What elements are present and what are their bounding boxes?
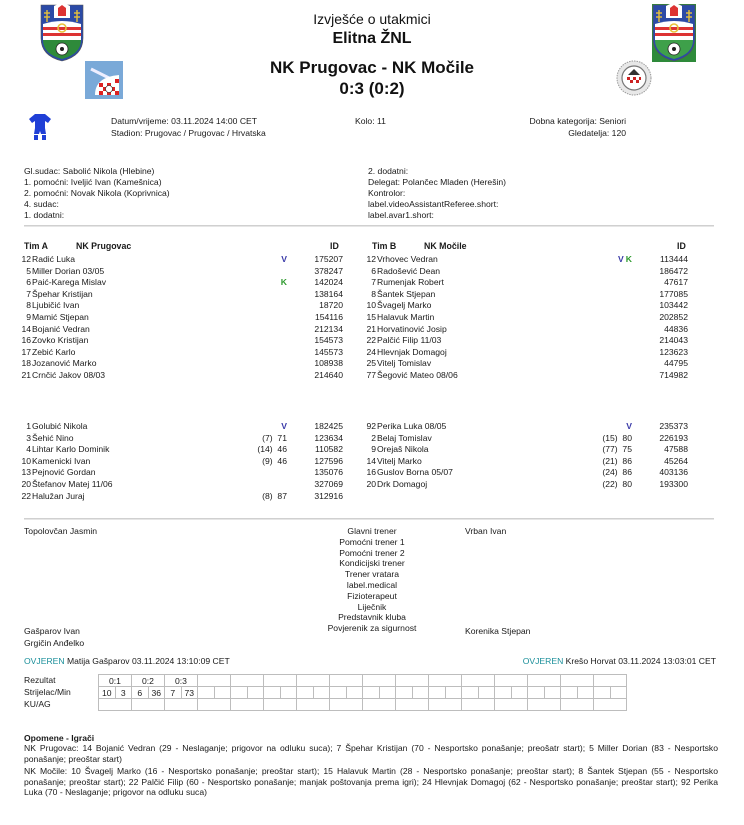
player-number: 12 (366, 254, 376, 264)
result-score-cell (264, 675, 297, 687)
staff-role-label: Glavni trener (347, 526, 397, 536)
player-number: 21 (21, 370, 31, 380)
scorer-number-cell (528, 687, 545, 699)
result-score-cell (363, 675, 396, 687)
result-score-cell (594, 675, 627, 687)
result-score-cell (429, 675, 462, 687)
official-additional-1: 1. dodatni: (24, 210, 65, 220)
player-number: 22 (366, 335, 376, 346)
player-name: Radošević Dean (377, 265, 441, 276)
goal-minute-cell (346, 687, 363, 699)
cautions-title: Opomene - Igrači (24, 733, 95, 743)
staff-role-label: label.medical (346, 580, 398, 590)
result-score-cell (231, 675, 264, 687)
player-name: Drk Domagoj (377, 479, 428, 489)
scorer-number-cell (363, 687, 380, 699)
player-name: Vitelj Marko (377, 455, 422, 466)
away-head-coach: Vrban Ivan (465, 526, 507, 536)
player-name: Švagelj Marko (377, 300, 432, 311)
player-name: Hlevnjak Domagoj (377, 346, 447, 357)
player-id: 47588 (664, 444, 688, 455)
player-name: Belaj Tomislav (377, 432, 432, 443)
player-name: Perika Luka 08/05 (377, 421, 447, 431)
official-main-referee: Gl.sudac: Sabolić Nikola (Hlebine) (24, 166, 155, 176)
player-name: Šantek Stjepan (377, 288, 436, 299)
player-row (13, 491, 343, 504)
official-additional-2: 2. dodatni: (368, 166, 409, 176)
home-security-officer: Grgičin Anđelko (24, 638, 85, 648)
substitution-info: (24) 86 (602, 467, 632, 478)
player-role-marker (281, 277, 287, 287)
ku-ag-cell (561, 699, 594, 711)
results-kuag-row (99, 699, 627, 711)
player-name: Pejnović Gordan (32, 467, 96, 478)
match-datetime: Datum/vrijeme: 03.11.2024 14:00 CET (111, 116, 258, 126)
goal-minute-cell (313, 687, 330, 699)
player-name: Golubić Nikola (32, 421, 88, 431)
player-role-marker (281, 254, 287, 264)
player-number: 92 (366, 421, 376, 431)
ku-ag-cell (429, 699, 462, 711)
scorer-number-cell: 6 (132, 687, 149, 699)
player-number: 10 (21, 455, 31, 466)
player-name: Orejaš Nikola (377, 444, 429, 455)
ku-ag-cell (231, 699, 264, 711)
result-score-cell: 0:3 (165, 675, 198, 687)
verification-status: OVJEREN (522, 656, 564, 666)
player-number: 24 (366, 346, 376, 357)
goalkeeper-marker: V (626, 421, 632, 431)
player-name: Halavuk Martin (377, 312, 435, 322)
player-name: Palčić Filip 11/03 (377, 335, 442, 346)
scorer-number-cell: 7 (165, 687, 182, 699)
player-number: 7 (26, 288, 31, 299)
substitution-info: (7) 71 (262, 432, 287, 443)
player-id: 135076 (314, 467, 343, 478)
team-a-label: Tim A (24, 241, 48, 251)
player-row (13, 370, 343, 383)
result-score-cell: 0:2 (132, 675, 165, 687)
result-score-cell (198, 675, 231, 687)
match-stadium: Stadion: Prugovac / Prugovac / Hrvatska (111, 128, 266, 138)
staff-role-label: Povjerenik za sigurnost (327, 623, 417, 634)
player-name: Zovko Kristijan (32, 335, 89, 346)
ku-ag-cell (198, 699, 231, 711)
verification-details: Matija Gašparov 03.11.2024 13:10:09 CET (66, 656, 230, 666)
player-number: 20 (366, 479, 376, 489)
player-id: 103442 (659, 300, 688, 311)
player-name: Mamić Stjepan (32, 312, 89, 322)
scorer-number-cell (264, 687, 281, 699)
player-number: 16 (21, 335, 31, 346)
player-number: 9 (26, 312, 31, 322)
result-score-cell (528, 675, 561, 687)
ku-ag-cell (132, 699, 165, 711)
result-score-cell: 0:1 (99, 675, 132, 687)
player-role-marker (281, 421, 287, 431)
player-id: 175207 (314, 254, 343, 264)
player-number: 14 (366, 455, 376, 466)
player-id: 18720 (319, 300, 343, 311)
scorer-number-cell (495, 687, 512, 699)
result-score-cell (462, 675, 495, 687)
team-b-id-header: ID (677, 241, 686, 251)
scorer-number-cell (594, 687, 611, 699)
player-name: Guslov Borna 05/07 (377, 467, 453, 478)
substitution-info: (9) 46 (262, 455, 287, 466)
home-club-representative: Gašparov Ivan (24, 626, 80, 636)
player-number: 25 (366, 358, 376, 369)
player-role-marker (626, 421, 632, 431)
player-id: 403136 (659, 467, 688, 478)
player-row (358, 479, 688, 492)
goal-minute-cell (379, 687, 396, 699)
away-club-representative: Korenika Stjepan (465, 626, 531, 636)
scorer-number-cell (561, 687, 578, 699)
result-score-cell (561, 675, 594, 687)
team-b-label: Tim B (372, 241, 397, 251)
scorer-number-cell: 10 (99, 687, 116, 699)
player-id: 45264 (664, 455, 688, 466)
ku-ag-cell (99, 699, 132, 711)
team-a-id-header: ID (330, 241, 339, 251)
team-b-name: NK Močile (424, 241, 467, 251)
player-name: Bojanić Vedran (32, 323, 90, 334)
player-id: 44836 (664, 323, 688, 334)
player-name: Vrhovec Vedran (377, 254, 438, 264)
staff-role-label: Predstavnik kluba (338, 612, 406, 623)
cautions-home: NK Prugovac: 14 Bojanić Vedran (29 - Neslaganje; prigovor na odluku suca); 7 Špehar Kristijan (70 - Nesportsko ponašanje; preošatr start); 5 Miller Dorian (83 - Nesportsko ponašanje; preoštar start) (24, 743, 718, 764)
captain-marker: K (625, 254, 632, 264)
player-name: Ljubičić Ivan (32, 300, 80, 311)
player-number: 2 (371, 432, 376, 443)
player-number: 5 (26, 265, 31, 276)
official-delegate: Delegat: Polančec Mladen (Herešin) (368, 177, 507, 187)
ku-ag-cell (495, 699, 528, 711)
ku-ag-cell (297, 699, 330, 711)
player-number: 15 (366, 312, 376, 322)
goal-minute-cell (214, 687, 231, 699)
player-number: 9 (371, 444, 376, 455)
player-id: 142024 (314, 277, 343, 288)
official-assistant-2: 2. pomoćni: Novak Nikola (Koprivnica) (24, 188, 170, 198)
player-id: 110582 (314, 444, 343, 455)
scorer-number-cell (429, 687, 446, 699)
divider (24, 518, 714, 520)
player-name: Crnčić Jakov 08/03 (32, 370, 106, 380)
player-id: 154573 (314, 335, 343, 346)
player-id: 202852 (659, 312, 688, 322)
ku-ag-cell (264, 699, 297, 711)
scorer-number-cell (396, 687, 413, 699)
result-score-cell (396, 675, 429, 687)
substitution-info: (22) 80 (602, 479, 632, 489)
player-name: Jozanović Marko (32, 358, 97, 369)
home-verification (24, 656, 230, 666)
player-id: 138164 (314, 288, 343, 299)
player-number: 13 (21, 467, 31, 478)
player-name: Rumenjak Robert (377, 277, 444, 288)
goal-minute-cell: 36 (148, 687, 165, 699)
player-number: 14 (21, 323, 31, 334)
staff-role-label: Kondicijski trener (339, 558, 405, 569)
goal-minute-cell (247, 687, 264, 699)
player-number: 20 (21, 479, 31, 489)
player-id: 214043 (659, 335, 688, 346)
player-number: 17 (21, 346, 31, 357)
player-id: 226193 (659, 432, 688, 443)
competition-name: Elitna ŽNL (332, 30, 412, 47)
substitution-info: (77) 75 (602, 444, 632, 455)
player-number: 8 (26, 300, 31, 311)
player-name: Halužan Juraj (32, 490, 85, 501)
player-number: 77 (366, 370, 376, 380)
blue-kit-icon (29, 114, 51, 142)
player-id: 312916 (314, 490, 343, 501)
goal-minute-cell (445, 687, 462, 699)
player-id: 123623 (659, 346, 688, 357)
player-id: 182425 (314, 421, 343, 431)
player-id: 177085 (659, 288, 688, 299)
player-id: 714982 (659, 370, 688, 380)
player-number: 4 (26, 444, 31, 455)
ku-ag-row-label: KU/AG (24, 699, 51, 709)
ku-ag-cell (396, 699, 429, 711)
player-name: Šehić Nino (32, 432, 74, 443)
player-id: 123634 (314, 432, 343, 443)
player-number: 7 (371, 277, 376, 288)
ku-ag-cell (363, 699, 396, 711)
player-number: 18 (21, 358, 31, 369)
player-id: 108938 (314, 358, 343, 369)
official-controller: Kontrolor: (368, 188, 406, 198)
player-id: 235373 (659, 421, 688, 431)
substitution-info: (14) 46 (257, 444, 287, 455)
player-id: 378247 (314, 265, 343, 276)
home-head-coach: Topolovčan Jasmin (24, 526, 98, 536)
staff-role-label: Pomoćni trener 1 (339, 536, 405, 547)
player-name: Štefanov Matej 11/06 (32, 479, 113, 489)
goal-minute-cell (280, 687, 297, 699)
results-scorer-row (99, 687, 627, 699)
player-name: Šegović Mateo 08/06 (377, 370, 458, 380)
goal-minute-cell: 73 (181, 687, 198, 699)
player-number: 6 (371, 265, 376, 276)
ku-ag-cell (462, 699, 495, 711)
player-id: 186472 (659, 265, 688, 276)
result-row-label: Rezultat (24, 675, 56, 685)
player-name: Radić Luka (32, 254, 75, 264)
player-name: Miller Dorian 03/05 (32, 265, 105, 276)
team-a-name: NK Prugovac (76, 241, 132, 251)
player-id: 154116 (314, 312, 343, 322)
scorer-number-cell (231, 687, 248, 699)
player-name: Špehar Kristijan (32, 288, 93, 299)
player-number: 21 (366, 323, 376, 334)
match-round: Kolo: 11 (355, 116, 386, 126)
verification-status: OVJEREN (24, 656, 65, 666)
staff-role-label: Pomoćni trener 2 (339, 547, 405, 558)
goalkeeper-marker: V (281, 254, 287, 264)
away-verification (523, 656, 716, 666)
player-id: 113444 (659, 254, 688, 264)
player-number: 6 (26, 277, 31, 288)
captain-marker: K (280, 277, 287, 288)
player-id: 327069 (314, 479, 343, 489)
result-score-cell (495, 675, 528, 687)
official-avar: label.avar1.short: (368, 210, 434, 220)
player-number: 3 (26, 432, 31, 443)
scorer-number-cell (297, 687, 314, 699)
goalkeeper-marker: V (281, 421, 287, 431)
player-id: 193300 (659, 479, 688, 489)
official-var: label.videoAssistantReferee.short: (368, 199, 499, 209)
player-name: Kamenicki Ivan (32, 455, 91, 466)
player-id: 145573 (314, 346, 343, 357)
match-title: NK Prugovac - NK Močile (269, 58, 475, 77)
goal-minute-cell (412, 687, 429, 699)
player-id: 47617 (664, 277, 688, 288)
goal-minute-cell (610, 687, 627, 699)
verification-details: Krešo Horvat 03.11.2024 13:03:01 CET (565, 656, 716, 666)
player-id: 127596 (314, 455, 343, 466)
goalkeeper-marker: V (618, 254, 624, 264)
result-score-cell (297, 675, 330, 687)
scorer-number-cell (198, 687, 215, 699)
scorer-row-label: Strijelac/Min (24, 687, 71, 697)
ku-ag-cell (594, 699, 627, 711)
player-number: 10 (366, 300, 376, 311)
player-name: Lihtar Karlo Dominik (32, 444, 110, 455)
player-name: Vitelj Tomislav (377, 358, 432, 369)
player-number: 22 (21, 490, 31, 501)
player-number: 8 (371, 288, 376, 299)
scorer-number-cell (462, 687, 479, 699)
report-title: Izvješće o utakmici (313, 11, 431, 27)
results-score-row (99, 675, 627, 687)
staff-role-label: Liječnik (357, 601, 387, 612)
scorer-number-cell (330, 687, 347, 699)
substitution-info: (8) 87 (262, 490, 287, 501)
player-number: 1 (26, 421, 31, 431)
player-id: 214640 (314, 370, 343, 380)
official-assistant-1: 1. pomoćni: Ivelјić Ivan (Kamešnica) (24, 177, 162, 187)
player-name: Paić-Karega Mislav (32, 277, 107, 288)
player-number: 16 (366, 467, 376, 478)
goal-minute-cell (577, 687, 594, 699)
result-score-cell (330, 675, 363, 687)
substitution-info: (15) 80 (602, 432, 632, 443)
player-id: 44795 (664, 358, 688, 369)
cautions-away: NK Močile: 10 Švagelj Marko (16 - Nesportsko ponašanje; preoštar start); 15 Halavuk Martin (28 - Nesportsko ponašanje; preoštar start); 8 Šantek Stjepan (55 - Nesportsko ponašanje; preoštar start); 22 Palčić Filip (60 - Nesportsko ponašanje; manjak poštovanja prema igri); 24 Hlevnjak Domagoj (62 - Nesportsko ponašanje; preoštar start); 92 Perika Luka (70 - Neslaganje; prigovor na odluku suca) (24, 766, 718, 797)
player-role-marker (618, 254, 632, 264)
results-table (98, 674, 627, 711)
player-number: 12 (21, 254, 31, 264)
ku-ag-cell (165, 699, 198, 711)
goal-minute-cell (544, 687, 561, 699)
player-name: Horvatinović Josip (377, 323, 447, 334)
staff-role-label: Fizioterapeut (347, 590, 397, 601)
ku-ag-cell (330, 699, 363, 711)
spectators: Gledatelja: 120 (568, 128, 626, 138)
official-fourth-referee: 4. sudac: (24, 199, 59, 209)
substitution-info: (21) 86 (602, 455, 632, 466)
match-score: 0:3 (0:2) (339, 79, 405, 98)
goal-minute-cell (511, 687, 528, 699)
staff-role-label: Trener vratara (344, 569, 400, 580)
player-row (358, 370, 688, 383)
goal-minute-cell (478, 687, 495, 699)
ku-ag-cell (528, 699, 561, 711)
divider (24, 225, 714, 227)
age-category: Dobna kategorija: Seniori (529, 116, 626, 126)
player-id: 212134 (314, 323, 343, 334)
player-name: Zebić Karlo (32, 346, 76, 357)
goal-minute-cell: 3 (115, 687, 132, 699)
